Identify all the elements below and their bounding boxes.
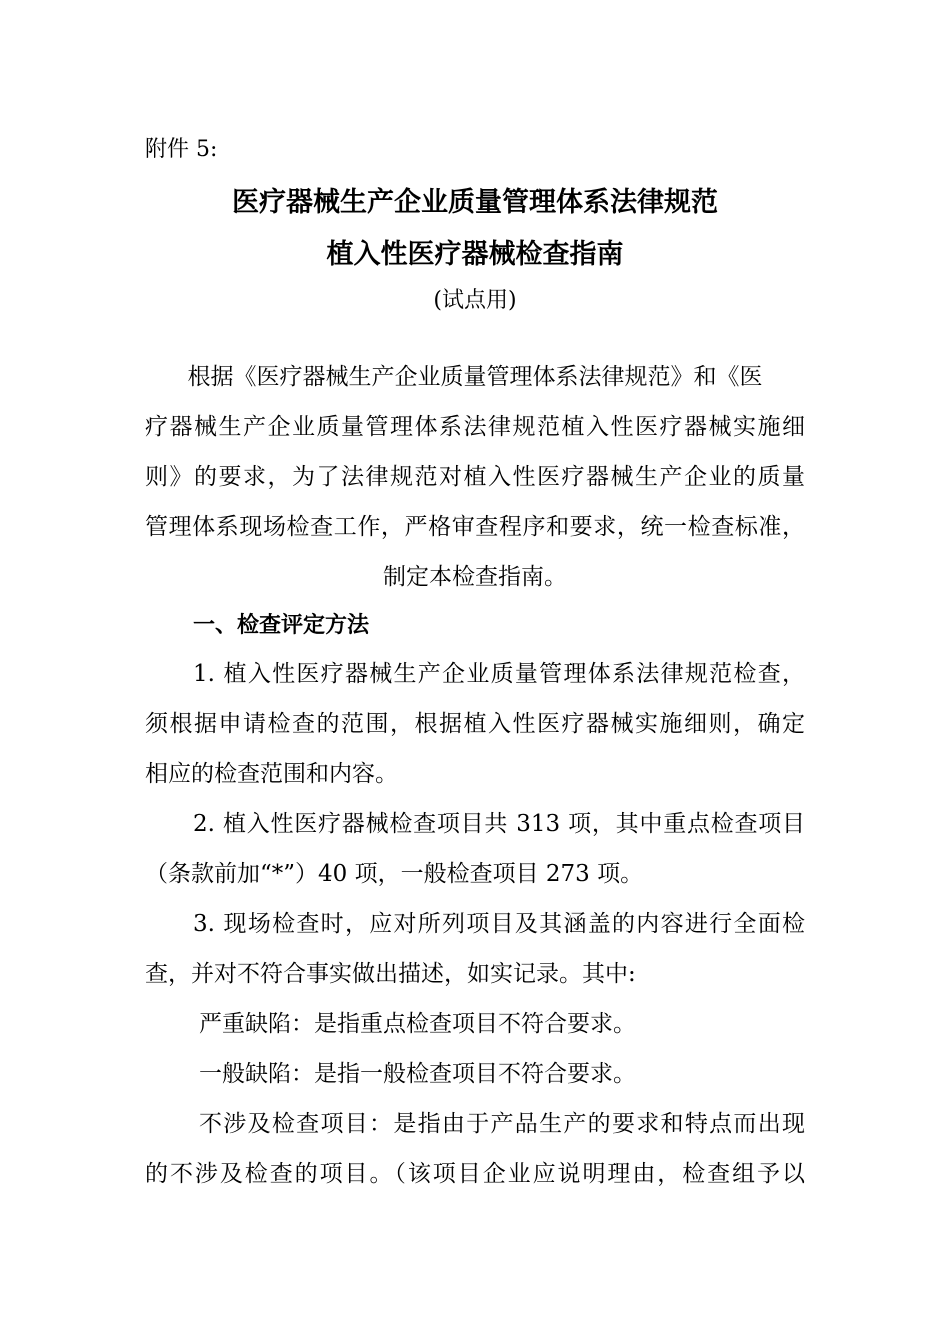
item1-line-3: 相应的检查范围和内容。 <box>145 761 398 787</box>
attachment-label: 附件 5: <box>145 137 218 162</box>
not-applicable-line-1: 不涉及检查项目：是指由于产品生产的要求和特点而出现 <box>199 1111 805 1137</box>
item2-line-1: 2. 植入性医疗器械检查项目共 313 项，其中重点检查项目 <box>193 811 805 837</box>
intro-line-1: 根据《医疗器械生产企业质量管理体系法律规范》和《医 <box>187 364 763 390</box>
item1-line-1: 1. 植入性医疗器械生产企业质量管理体系法律规范检查， <box>193 661 805 687</box>
item3-line-2: 查，并对不符合事实做出描述，如实记录。其中: <box>145 961 636 987</box>
intro-line-3: 则》的要求，为了法律规范对植入性医疗器械生产企业的质量 <box>145 464 805 490</box>
item1-line-2: 须根据申请检查的范围，根据植入性医疗器械实施细则，确定 <box>145 711 805 737</box>
serious-defect-definition: 严重缺陷：是指重点检查项目不符合要求。 <box>199 1011 636 1037</box>
item2-line-2: （条款前加“*”）40 项，一般检查项目 273 项。 <box>145 861 644 887</box>
intro-line-4: 管理体系现场检查工作，严格审查程序和要求，统一检查标准， <box>145 514 805 540</box>
section-heading: 一、检查评定方法 <box>193 613 370 638</box>
item3-line-1: 3. 现场检查时，应对所列项目及其涵盖的内容进行全面检 <box>193 911 805 937</box>
document-title-line2: 植入性医疗器械检查指南 <box>326 239 624 270</box>
not-applicable-line-2: 的不涉及检查的项目。（该项目企业应说明理由，检查组予以 <box>145 1161 805 1187</box>
general-defect-definition: 一般缺陷：是指一般检查项目不符合要求。 <box>199 1061 636 1087</box>
document-subtitle: (试点用) <box>433 288 517 313</box>
document-title-line1: 医疗器械生产企业质量管理体系法律规范 <box>232 187 718 218</box>
intro-line-5: 制定本检查指南。 <box>383 564 567 590</box>
intro-line-2: 疗器械生产企业质量管理体系法律规范植入性医疗器械实施细 <box>145 414 805 440</box>
